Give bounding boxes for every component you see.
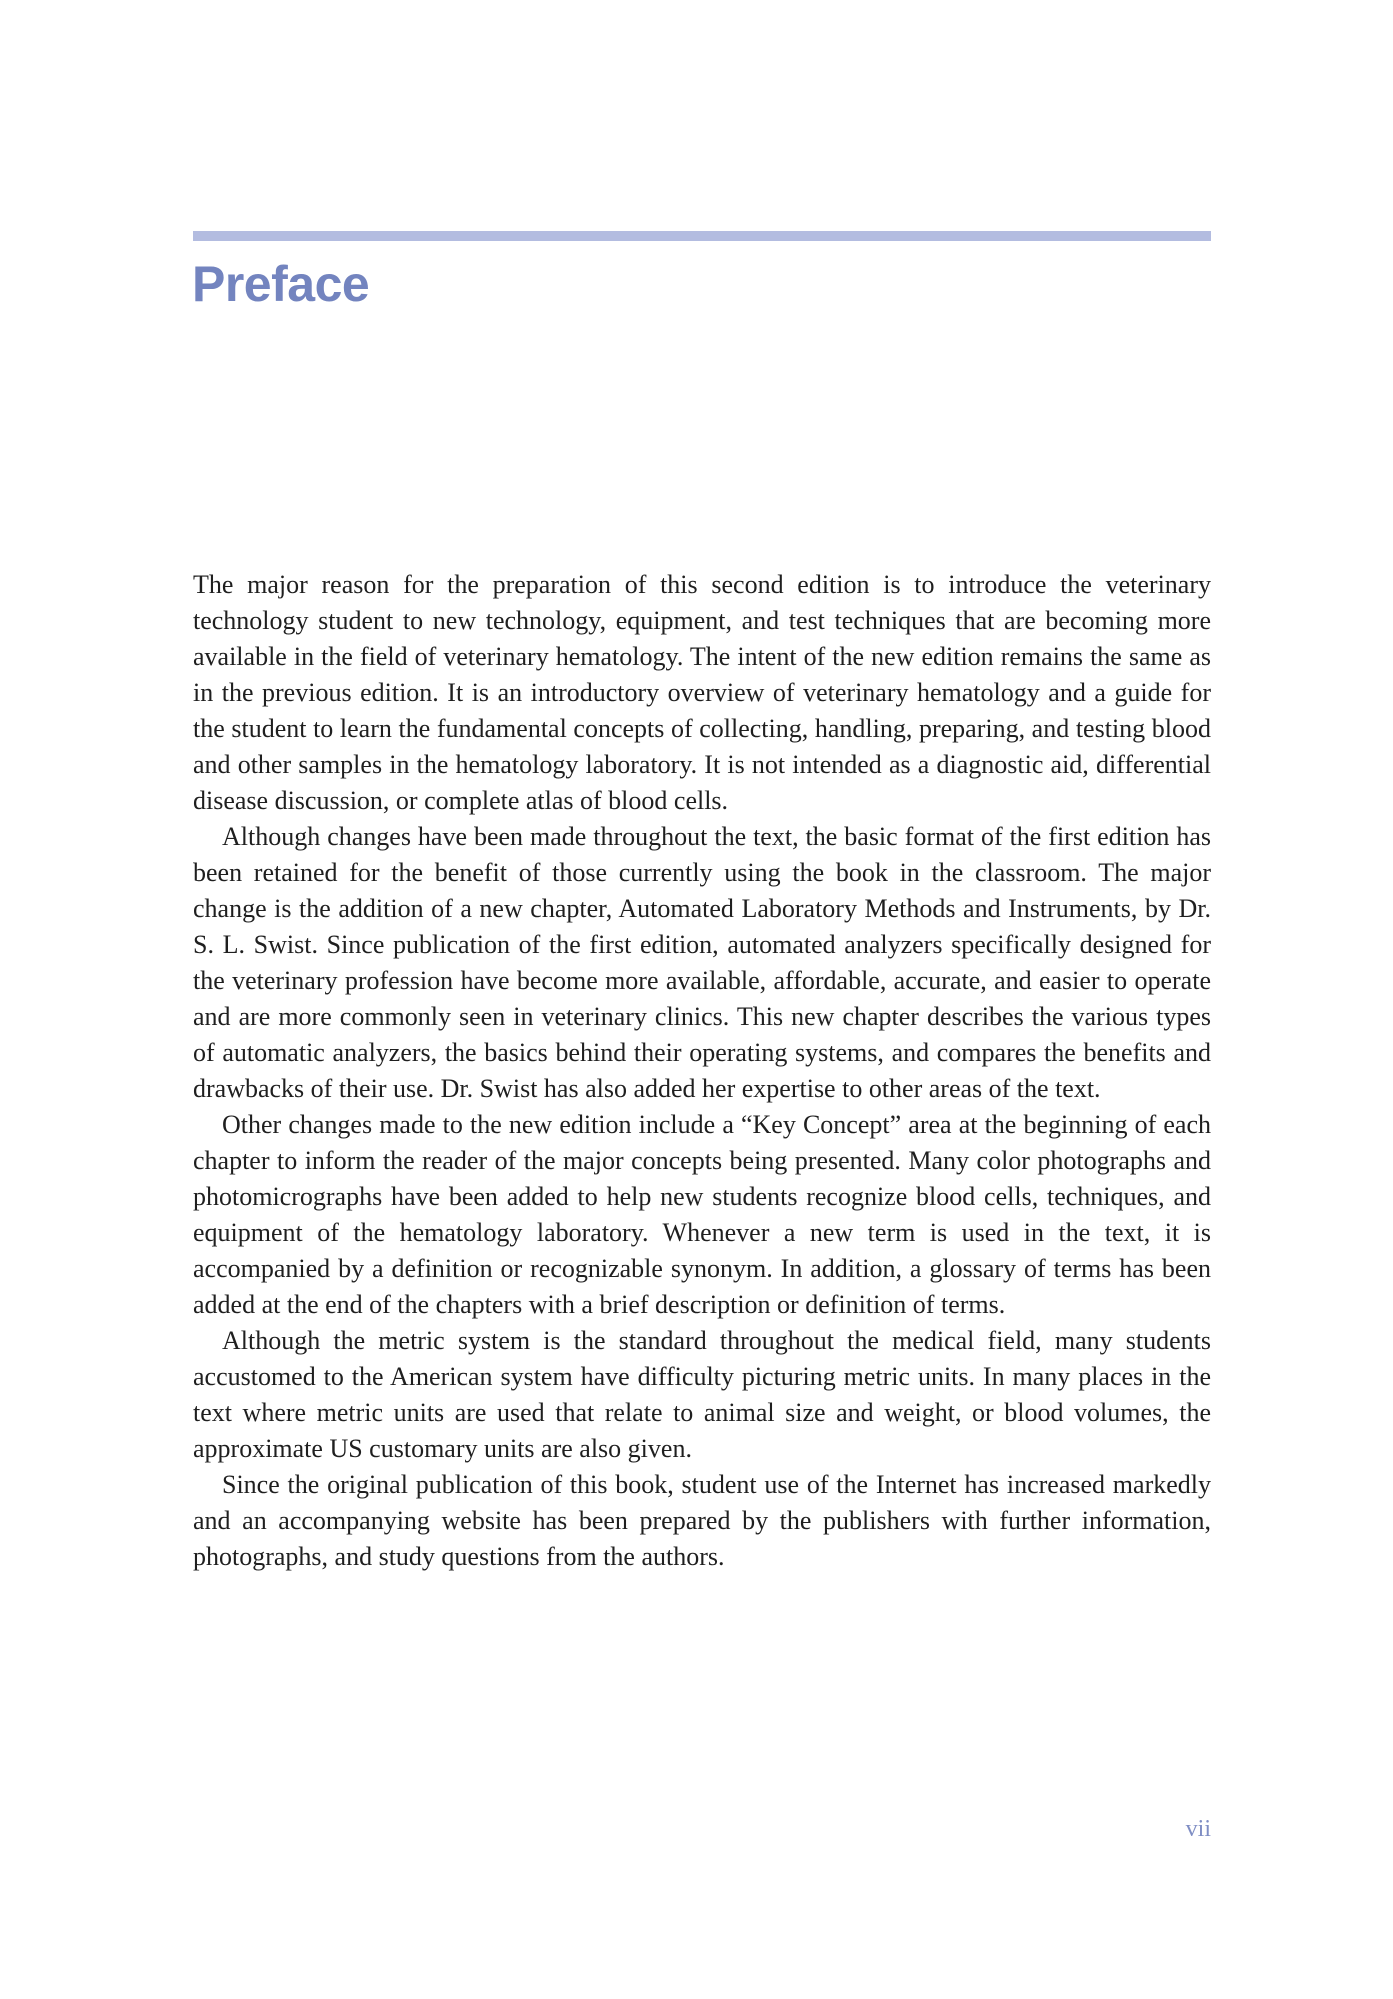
title-rule [193,231,1211,241]
paragraph-4: Although the metric system is the standard throughout the medical field, many students accustomed to the American system have difficulty picturing metric units. In many places in the text where metric units are used that relate to animal size and weight, or blood volumes, the approximate US customary units are also given. [193,1326,1211,1463]
paragraph-2: Although changes have been made throughout the text, the basic format of the first edition has been retained for the benefit of those currently using the book in the classroom. The major change is the addition of a new chapter, Automated Laboratory Methods and Instruments, by Dr. S. L. Swist. Since publication of the first edition, automated analyzers specifically designed for the veterinary profession have become more available, affordable, accurate, and easier to operate and are more commonly seen in veterinary clinics. This new chapter describes the various types of automatic analyzers, the basics behind their operating systems, and compares the benefits and drawbacks of their use. Dr. Swist has also added her expertise to other areas of the text. [193,822,1211,1103]
page-title: Preface [192,256,370,312]
paragraph-3: Other changes made to the new edition include a “Key Concept” area at the beginning of each chapter to inform the reader of the major concepts being presented. Many color photographs and photomicrographs have been added to help new students recognize blood cells, techniques, and equipment of the hematology laboratory. Whenever a new term is used in the text, it is accompanied by a definition or recognizable synonym. In addition, a glossary of terms has been added at the end of the chapters with a brief description or definition of terms. [193,1110,1211,1319]
preface-body [193,567,1211,1575]
paragraph-5: Since the original publication of this book, student use of the Internet has increased markedly and an accompanying website has been prepared by the publishers with further information, photographs, and study questions from the authors. [193,1470,1211,1571]
paragraph-1: The major reason for the preparation of this second edition is to introduce the veterinary technology student to new technology, equipment, and test techniques that are becoming more available in the field of veterinary hematology. The intent of the new edition remains the same as in the previous edition. It is an introductory overview of veterinary hematology and a guide for the student to learn the fundamental concepts of collecting, handling, preparing, and testing blood and other samples in the hematology laboratory. It is not intended as a diagnostic aid, differential disease discussion, or complete atlas of blood cells. [193,570,1211,815]
page-number: vii [1185,1816,1211,1842]
